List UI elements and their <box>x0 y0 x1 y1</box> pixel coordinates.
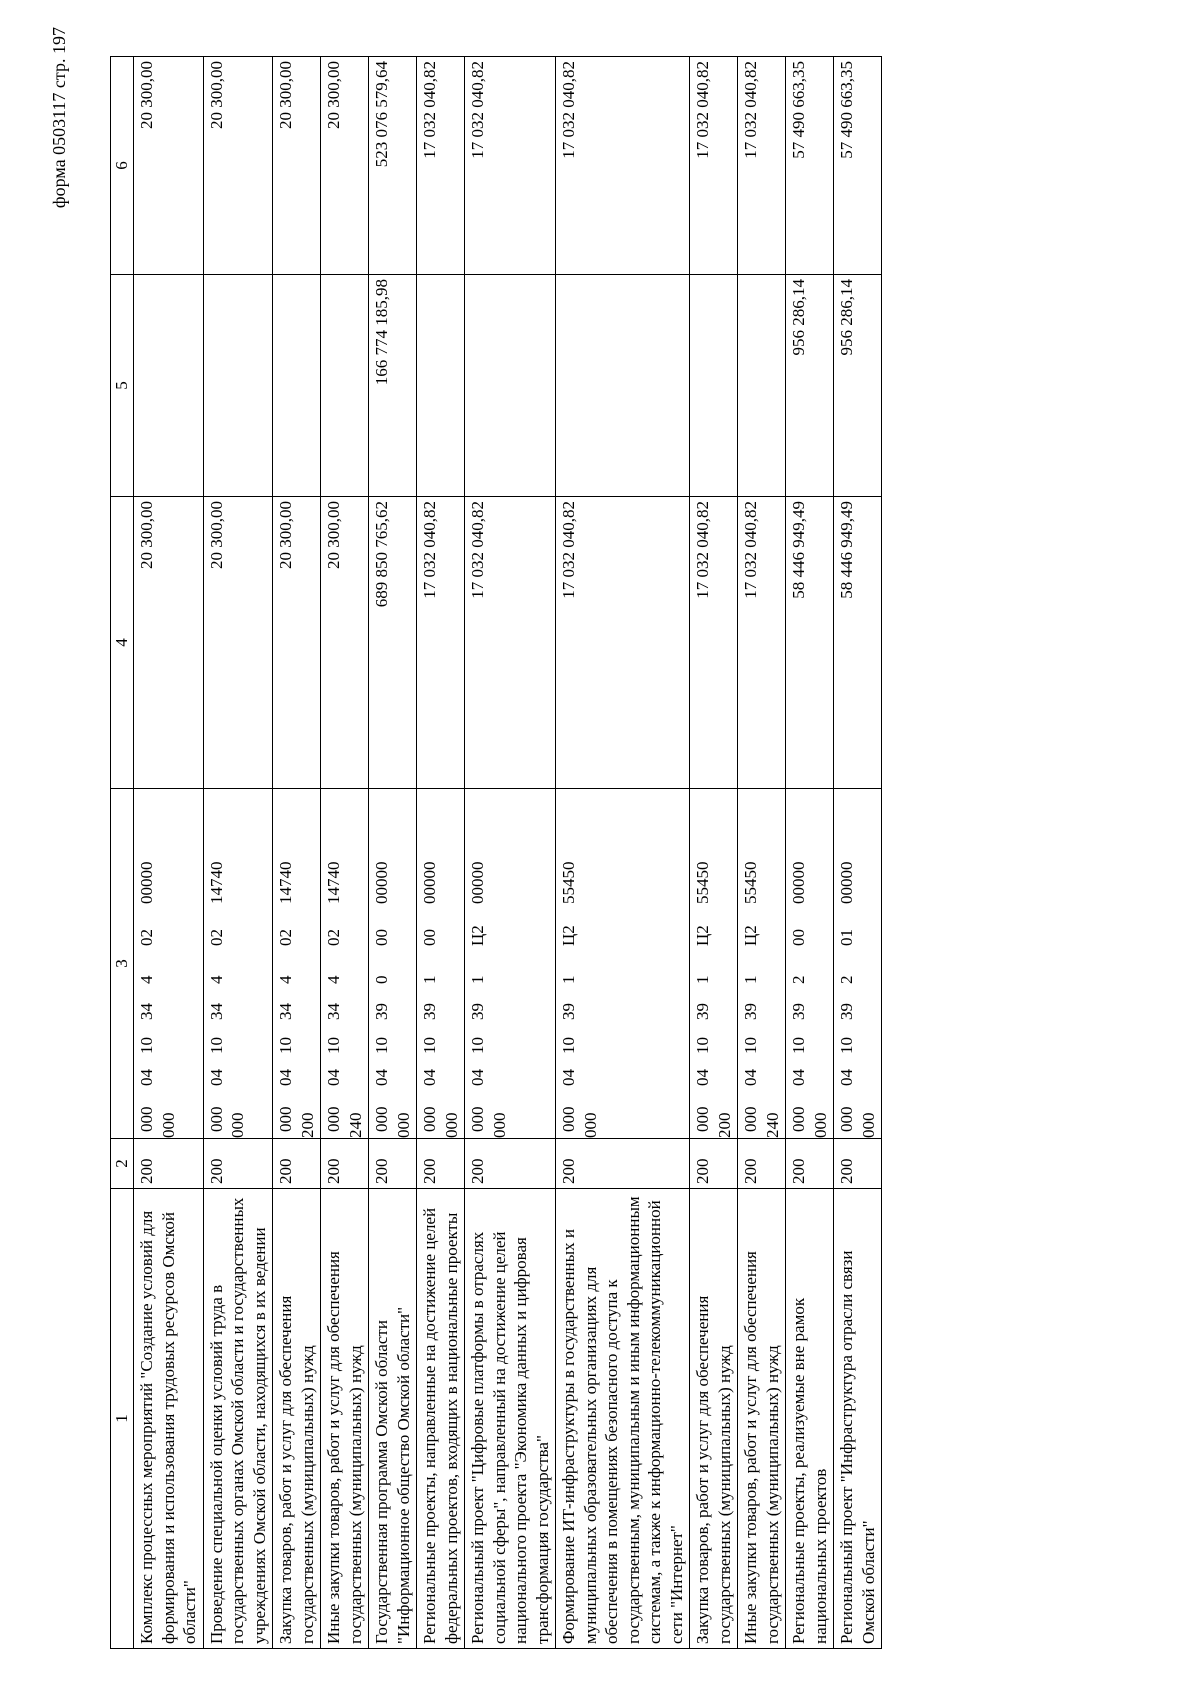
code-segment: 10 <box>137 1037 156 1054</box>
code-segment: 34 <box>276 1003 295 1020</box>
code-segment: 39 <box>420 1003 439 1020</box>
unexecuted-amount: 17 032 040,82 <box>465 57 556 275</box>
executed-amount <box>738 275 786 497</box>
budget-classification-code <box>273 789 321 1139</box>
unexecuted-amount: 20 300,00 <box>134 57 204 275</box>
code-segment: 1 <box>693 975 712 984</box>
code-segment: Ц2 <box>468 925 487 946</box>
code-segment: 4 <box>206 975 226 984</box>
row-name: Региональный проект "Инфраструктура отрасли связи Омской области" <box>834 1189 882 1649</box>
code-segment: 00000 <box>468 861 487 904</box>
code-segment: 10 <box>741 1037 760 1054</box>
executed-amount <box>273 275 321 497</box>
budget-classification-code <box>465 789 556 1139</box>
code-segment: 000 <box>393 1112 413 1138</box>
executed-amount <box>556 275 690 497</box>
column-header-3: 3 <box>111 789 134 1139</box>
code-segment: 1 <box>741 975 760 984</box>
code-segment: 04 <box>693 1069 712 1086</box>
executed-amount <box>417 275 465 497</box>
row-name: Комплекс процессных мероприятий "Создание условий для формирования и использования трудовых ресурсов Омской области" <box>134 1189 204 1649</box>
line-code: 200 <box>556 1139 690 1189</box>
approved-amount: 17 032 040,82 <box>465 497 556 789</box>
code-segment: 000 <box>468 1106 487 1132</box>
code-segment: 04 <box>837 1069 856 1086</box>
table-row <box>690 57 738 1649</box>
code-segment: 04 <box>559 1069 578 1086</box>
code-segment: 00000 <box>420 861 439 904</box>
code-segment: 000 <box>324 1106 343 1132</box>
code-segment: 04 <box>372 1069 391 1086</box>
code-segment: Ц2 <box>559 925 578 946</box>
code-segment: 1 <box>559 975 578 984</box>
code-segment: 10 <box>693 1037 712 1054</box>
table-row <box>834 57 882 1649</box>
code-segment: 2 <box>837 975 856 984</box>
row-name: Региональные проекты, направленные на достижение целей федеральных проектов, входящих в национальные проекты <box>417 1189 465 1649</box>
approved-amount: 58 446 949,49 <box>834 497 882 789</box>
code-segment: 000 <box>559 1106 578 1132</box>
row-name: Иные закупки товаров, работ и услуг для обеспечения государственных (муниципальных) нужд <box>738 1189 786 1649</box>
approved-amount: 20 300,00 <box>134 497 204 789</box>
code-segment: 10 <box>789 1037 808 1054</box>
budget-classification-code <box>690 789 738 1139</box>
budget-classification-code <box>369 789 417 1139</box>
approved-amount: 20 300,00 <box>321 497 369 789</box>
code-segment: 34 <box>206 1003 226 1020</box>
code-segment: 000 <box>276 1106 295 1132</box>
unexecuted-amount: 17 032 040,82 <box>556 57 690 275</box>
code-segment: 00000 <box>137 861 156 904</box>
line-code: 200 <box>134 1139 204 1189</box>
code-segment: 39 <box>789 1003 808 1020</box>
executed-amount: 956 286,14 <box>786 275 834 497</box>
line-code: 200 <box>417 1139 465 1189</box>
code-segment: 39 <box>741 1003 760 1020</box>
code-segment: 55450 <box>741 861 760 904</box>
code-segment: 000 <box>372 1106 391 1132</box>
code-segment: 02 <box>324 929 343 946</box>
code-segment: 000 <box>137 1106 156 1132</box>
executed-amount: 166 774 185,98 <box>369 275 417 497</box>
row-name: Государственная программа Омской области "Информационное общество Омской области" <box>369 1189 417 1649</box>
line-code: 200 <box>203 1139 273 1189</box>
code-segment: 01 <box>837 929 856 946</box>
code-segment: 4 <box>137 975 156 984</box>
code-segment: 39 <box>837 1003 856 1020</box>
line-code: 200 <box>834 1139 882 1189</box>
unexecuted-amount: 20 300,00 <box>203 57 273 275</box>
unexecuted-amount: 17 032 040,82 <box>417 57 465 275</box>
line-code: 200 <box>273 1139 321 1189</box>
code-segment: 4 <box>324 975 343 984</box>
code-segment: 00000 <box>789 861 808 904</box>
budget-classification-code <box>203 789 273 1139</box>
code-segment: 00 <box>420 929 439 946</box>
table-row <box>369 57 417 1649</box>
code-segment: 02 <box>276 929 295 946</box>
form-page-note: форма 0503117 стр. 197 <box>49 27 69 209</box>
code-segment: 2 <box>789 975 808 984</box>
code-segment: 04 <box>276 1069 295 1086</box>
table-row <box>203 57 273 1649</box>
code-segment: 04 <box>324 1069 343 1086</box>
approved-amount: 17 032 040,82 <box>417 497 465 789</box>
code-segment: 10 <box>276 1037 295 1054</box>
code-segment: 00000 <box>837 861 856 904</box>
code-segment: 000 <box>810 1112 830 1138</box>
line-code: 200 <box>465 1139 556 1189</box>
column-header-1: 1 <box>111 1189 134 1649</box>
code-segment: 04 <box>741 1069 760 1086</box>
table-row <box>134 57 204 1649</box>
row-name: Региональные проекты, реализуемые вне рамок национальных проектов <box>786 1189 834 1649</box>
code-segment: 02 <box>206 929 226 946</box>
table-row <box>465 57 556 1649</box>
approved-amount: 17 032 040,82 <box>690 497 738 789</box>
executed-amount <box>465 275 556 497</box>
line-code: 200 <box>690 1139 738 1189</box>
row-name: Региональный проект "Цифровые платформы в отраслях социальной сферы", направленный на достижение целей национального проекта "Экономика данных и цифровая трансформация государства" <box>465 1189 556 1649</box>
code-segment: 39 <box>468 1003 487 1020</box>
executed-amount <box>690 275 738 497</box>
line-code: 200 <box>321 1139 369 1189</box>
approved-amount: 20 300,00 <box>203 497 273 789</box>
code-segment: 0 <box>372 975 391 984</box>
code-segment: 10 <box>837 1037 856 1054</box>
column-header-5: 5 <box>111 275 134 497</box>
code-segment: 04 <box>789 1069 808 1086</box>
code-segment: 000 <box>489 1112 509 1138</box>
code-segment: 200 <box>714 1112 734 1138</box>
budget-execution-table <box>110 56 882 1649</box>
code-segment: 10 <box>206 1037 226 1054</box>
code-segment: 00 <box>789 929 808 946</box>
code-segment: 000 <box>580 1112 600 1138</box>
executed-amount <box>134 275 204 497</box>
code-segment: Ц2 <box>693 925 712 946</box>
code-segment: 02 <box>137 929 156 946</box>
unexecuted-amount: 20 300,00 <box>273 57 321 275</box>
row-name: Закупка товаров, работ и услуг для обеспечения государственных (муниципальных) нужд <box>690 1189 738 1649</box>
approved-amount: 20 300,00 <box>273 497 321 789</box>
unexecuted-amount: 57 490 663,35 <box>834 57 882 275</box>
code-segment: 000 <box>858 1112 878 1138</box>
approved-amount: 17 032 040,82 <box>738 497 786 789</box>
row-name: Формирование ИТ-инфраструктуры в государственных и муниципальных образовательных организациях для обеспечения в помещениях безопасного доступа к государственным, муниципальным и иным информационным системам, а также к информационно-телекоммуникационной сети "Интернет" <box>556 1189 690 1649</box>
code-segment: 00 <box>372 929 391 946</box>
code-segment: 200 <box>297 1112 317 1138</box>
executed-amount <box>321 275 369 497</box>
line-code: 200 <box>738 1139 786 1189</box>
budget-classification-code <box>134 789 204 1139</box>
code-segment: 04 <box>137 1069 156 1086</box>
executed-amount <box>203 275 273 497</box>
column-header-2: 2 <box>111 1139 134 1189</box>
column-header-4: 4 <box>111 497 134 789</box>
code-segment: 04 <box>420 1069 439 1086</box>
code-segment: 34 <box>137 1003 156 1020</box>
approved-amount: 689 850 765,62 <box>369 497 417 789</box>
table-row <box>273 57 321 1649</box>
code-segment: 00000 <box>372 861 391 904</box>
code-segment: 000 <box>693 1106 712 1132</box>
code-segment: 04 <box>206 1069 226 1086</box>
code-segment: 04 <box>468 1069 487 1086</box>
unexecuted-amount: 17 032 040,82 <box>738 57 786 275</box>
code-segment: 000 <box>789 1106 808 1132</box>
budget-classification-code <box>556 789 690 1139</box>
table-row <box>556 57 690 1649</box>
code-segment: 39 <box>372 1003 391 1020</box>
code-segment: 240 <box>345 1112 365 1138</box>
code-segment: 14740 <box>206 861 226 904</box>
code-segment: 55450 <box>693 861 712 904</box>
code-segment: 34 <box>324 1003 343 1020</box>
code-segment: 000 <box>441 1112 461 1138</box>
code-segment: 1 <box>468 975 487 984</box>
code-segment: 10 <box>420 1037 439 1054</box>
unexecuted-amount: 17 032 040,82 <box>690 57 738 275</box>
code-segment: 000 <box>158 1112 178 1138</box>
table-row <box>417 57 465 1649</box>
budget-classification-code <box>786 789 834 1139</box>
code-segment: 39 <box>559 1003 578 1020</box>
code-segment: Ц2 <box>741 925 760 946</box>
row-name: Иные закупки товаров, работ и услуг для обеспечения государственных (муниципальных) нужд <box>321 1189 369 1649</box>
unexecuted-amount: 20 300,00 <box>321 57 369 275</box>
code-segment: 1 <box>420 975 439 984</box>
line-code: 200 <box>369 1139 417 1189</box>
budget-classification-code <box>834 789 882 1139</box>
row-name: Закупка товаров, работ и услуг для обеспечения государственных (муниципальных) нужд <box>273 1189 321 1649</box>
code-segment: 10 <box>559 1037 578 1054</box>
code-segment: 10 <box>372 1037 391 1054</box>
column-header-6: 6 <box>111 57 134 275</box>
budget-classification-code <box>738 789 786 1139</box>
code-segment: 14740 <box>324 861 343 904</box>
code-segment: 000 <box>420 1106 439 1132</box>
table-row <box>738 57 786 1649</box>
code-segment: 14740 <box>276 861 295 904</box>
approved-amount: 17 032 040,82 <box>556 497 690 789</box>
line-code: 200 <box>786 1139 834 1189</box>
executed-amount: 956 286,14 <box>834 275 882 497</box>
row-name: Проведение специальной оценки условий труда в государственных органах Омской области и государственных учреждениях Омской области, находящихся в их ведении <box>203 1189 273 1649</box>
table-row <box>786 57 834 1649</box>
code-segment: 000 <box>741 1106 760 1132</box>
code-segment: 240 <box>762 1112 782 1138</box>
code-segment: 10 <box>324 1037 343 1054</box>
unexecuted-amount: 523 076 579,64 <box>369 57 417 275</box>
code-segment: 55450 <box>559 861 578 904</box>
budget-classification-code <box>417 789 465 1139</box>
column-number-row <box>111 57 134 1649</box>
unexecuted-amount: 57 490 663,35 <box>786 57 834 275</box>
code-segment: 000 <box>228 1112 247 1138</box>
code-segment: 000 <box>837 1106 856 1132</box>
approved-amount: 58 446 949,49 <box>786 497 834 789</box>
budget-classification-code <box>321 789 369 1139</box>
code-segment: 39 <box>693 1003 712 1020</box>
code-segment: 4 <box>276 975 295 984</box>
code-segment: 10 <box>468 1037 487 1054</box>
code-segment: 000 <box>206 1106 226 1132</box>
table-row <box>321 57 369 1649</box>
